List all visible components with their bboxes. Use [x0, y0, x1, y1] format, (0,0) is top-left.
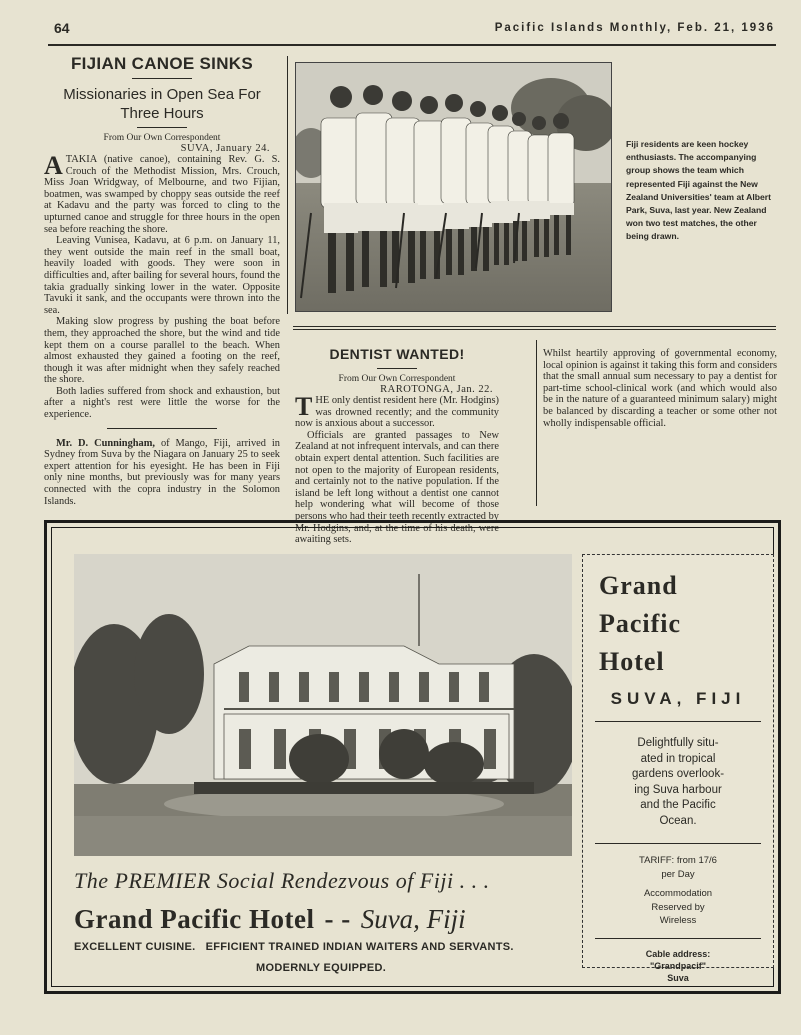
paragraph: HE only dentist resident here (Mr. Hodgins) was drowned recently; and the community now is anxious about a successor.	[295, 395, 499, 430]
article-subhead: Missionaries in Open Sea For Three Hours	[63, 86, 261, 122]
panel-rule	[595, 843, 761, 844]
description-line: ing Suva harbour	[634, 783, 722, 796]
paragraph: Both ladies suffered from shock and exhaustion, but after a night's rest were little the worse for the experience.	[44, 385, 280, 421]
brief-text: of Mango, Fiji, arrived in Sydney from Suva by the Niagara on January 25 to seek expert attention for his eyesight. He has been in Fiji only nine months, but previously was for many years connected with the copra industry in the Solomon Islands.	[44, 437, 280, 507]
page-number: 64	[54, 20, 70, 36]
hotel-name-line: Pacific	[599, 609, 682, 638]
news-brief	[44, 438, 280, 508]
ad-tagline: The PREMIER Social Rendezvous of Fiji . . .	[74, 868, 490, 893]
banner-separator: - -	[324, 904, 351, 934]
ad-features: EXCELLENT CUISINE. EFFICIENT TRAINED INDIAN WAITERS AND SERVANTS.	[74, 941, 514, 953]
article-dateline: RAROTONGA, Jan. 22.	[380, 384, 493, 395]
hockey-team-image	[296, 63, 611, 311]
banner-city: Suva, Fiji	[360, 904, 466, 934]
paragraph: Officials are granted passages to New Zealand at not infrequent intervals, and can there obtain expert dental attention. Such facilities are not open to the majority of European residents, and certainly not to the native population. If the island be left long without a dentist one cannot help wondering what will become of those persons who had their teeth recently extracted by Mr. Hodgins, and, at the time of his death, were awaiting sets.	[295, 429, 499, 546]
cable-address	[583, 948, 773, 984]
article-byline: From Our Own Correspondent	[338, 374, 456, 384]
article-dentist-wanted	[295, 346, 499, 546]
tariff-line: per Day	[661, 868, 695, 880]
accommodation-line: Accommodation	[643, 888, 713, 899]
drop-cap: T	[295, 392, 313, 421]
hotel-image	[74, 554, 572, 856]
article-body	[44, 151, 280, 421]
ad-banner	[74, 904, 466, 935]
hotel-name-line: Hotel	[599, 647, 665, 676]
headline-rule	[377, 368, 417, 369]
article-dateline: SUVA, January 24.	[180, 143, 270, 154]
hotel-name-line: Grand	[599, 571, 678, 600]
description-line: Ocean.	[659, 814, 697, 827]
article-fijian-canoe	[44, 54, 280, 507]
description-line: gardens overlook-	[631, 768, 725, 780]
photo-caption: Fiji residents are keen hockey enthusiasts. The accompanying group shows the team which represented Fiji against the New Zealand Universities' team at Albert Park, Suva, last year. New Zealand won two test matches, the other being drawn.	[626, 139, 772, 242]
page-header	[50, 18, 775, 40]
column-rule	[536, 340, 537, 506]
hotel-advertisement	[44, 520, 781, 994]
ad-inner-border	[51, 527, 774, 987]
drop-cap: A	[44, 151, 63, 180]
cable-line: Suva	[667, 972, 689, 983]
accommodation-line: Reserved by	[651, 901, 705, 913]
paragraph: Leaving Vunisea, Kadavu, at 6 p.m. on January 11, they went outside the main reef in the small boat, heavily loaded with goods. They were soon in difficulties and, after bailing for several hours, found the takia gradually sinking lower in the water. Opposite Tavuki it sank, and the occupants were thrown into the sea.	[44, 235, 280, 316]
article-dentist-continued	[543, 348, 777, 429]
accommodation-note	[583, 887, 773, 928]
section-rule-bottom	[293, 329, 776, 330]
section-rule-top	[293, 326, 776, 327]
description-line: ated in tropical	[640, 752, 716, 765]
tariff-line: TARIFF: from 17/6	[639, 855, 717, 866]
paragraph: Making slow progress by pushing the boat before them, they approached the shore, but the wind and tide kept them on a course parallel to the beach. When almost exhausted they gained a footing on the reef, though it was after midnight when they safely reached the shore.	[44, 316, 280, 386]
article-headline: FIJIAN CANOE SINKS	[70, 54, 254, 73]
accommodation-line: Wireless	[659, 915, 697, 926]
header-rule	[48, 44, 776, 46]
hotel-info-panel	[582, 554, 774, 983]
banner-hotel-name: Grand Pacific Hotel	[74, 904, 315, 934]
hotel-photo	[74, 554, 572, 856]
running-head: Pacific Islands Monthly, Feb. 21, 1936	[494, 22, 775, 34]
column-rule	[287, 56, 288, 314]
description-line: and the Pacific	[640, 799, 716, 811]
headline-rule	[132, 78, 192, 79]
brief-lead: Mr. D. Cunningham,	[56, 437, 155, 449]
article-byline: From Our Own Correspondent	[103, 133, 221, 143]
hotel-description	[583, 736, 773, 829]
description-line: Delightfully situ-	[637, 737, 719, 749]
panel-rule	[595, 721, 761, 722]
subhead-rule	[137, 127, 187, 128]
article-headline: DENTIST WANTED!	[329, 346, 465, 362]
paragraph: TAKIA (native canoe), containing Rev. G. S. Crouch of the Methodist Mission, Mrs. Crouch, Miss Joan Wridgway, of Melbourne, and two Fijian, boatmen, was swamped by choppy seas outside the reef at Kadavu and the party was forced to cling to the upturned canoe and struggle for three hours in the open sea before reaching the shore.	[44, 154, 280, 235]
ad-equipped: MODERNLY EQUIPPED.	[256, 962, 387, 974]
paragraph: Whilst heartily approving of governmental economy, local opinion is against it taking this form and considers that the small annual sum necessary to pay a dentist for part-time school-clinical work (and which would also be in the nature of a guaranteed minimum salary) might be balanced by discarding a teacher or some other not wholly indispensable official.	[543, 348, 777, 429]
hotel-city: SUVA, FIJI	[610, 689, 746, 708]
cable-line: Cable address:	[645, 948, 711, 959]
cable-line: "Grandpacif"	[649, 960, 707, 971]
tariff	[583, 854, 773, 881]
section-rule	[107, 428, 217, 429]
panel-rule	[595, 938, 761, 939]
hockey-team-photo	[295, 62, 612, 312]
